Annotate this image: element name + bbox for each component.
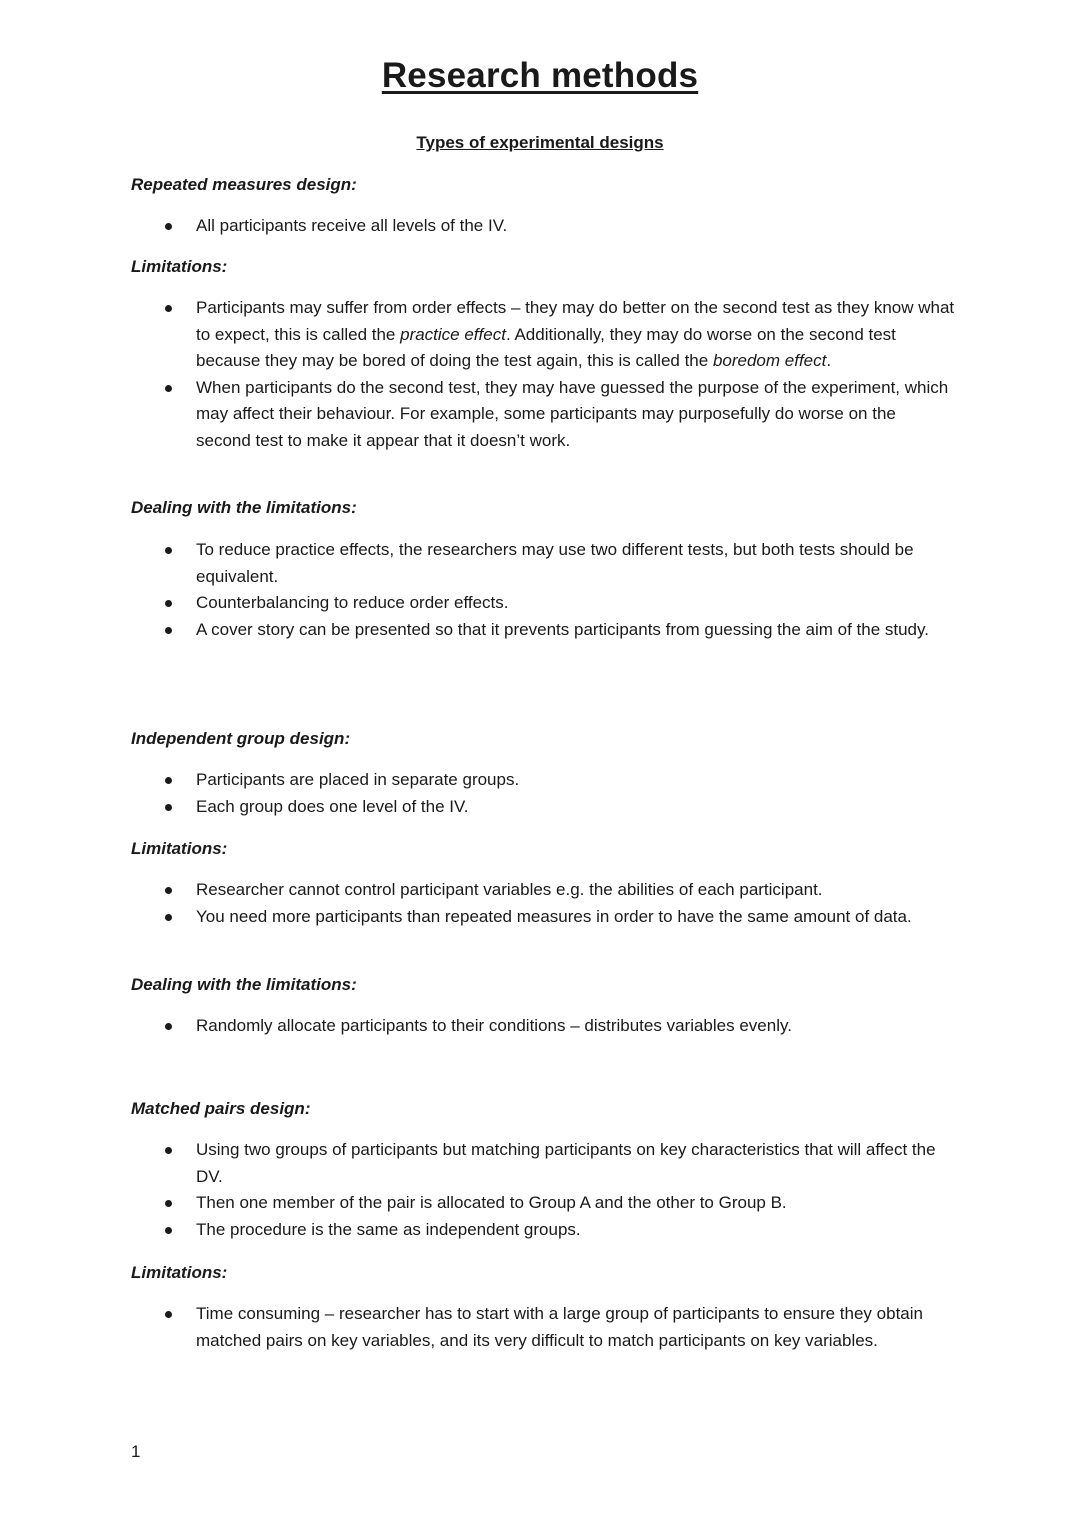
repeated-points-list [0,213,1080,240]
list-item: The procedure is the same as independent groups. [0,1217,1080,1244]
section-heading-repeated: Repeated measures design: [131,175,357,194]
independent-limitations-list [0,877,1080,930]
dealing-heading-repeated: Dealing with the limitations: [131,498,357,517]
list-item: Each group does one level of the IV. [0,794,1080,821]
matched-limitations-list [0,1301,1080,1354]
list-item: Then one member of the pair is allocated to Group A and the other to Group B. [0,1190,1080,1217]
list-item: When participants do the second test, they may have guessed the purpose of the experiment, which may affect their behaviour. For example, some participants may purposefully do worse on the second test to make it appear that it doesn’t work. [0,375,1080,455]
list-item: All participants receive all levels of the IV. [0,213,1080,240]
page-number: 1 [131,1442,141,1461]
list-item: Using two groups of participants but matching participants on key characteristics that will affect the DV. [0,1137,1080,1190]
list-item: Counterbalancing to reduce order effects. [0,590,1080,617]
dealing-heading-independent: Dealing with the limitations: [131,975,357,994]
section-heading-independent: Independent group design: [131,729,351,748]
matched-points-list [0,1137,1080,1243]
independent-points-list [0,767,1080,820]
list-item: To reduce practice effects, the researchers may use two different tests, but both tests should be equivalent. [0,537,1080,590]
limitations-heading-repeated: Limitations: [131,257,228,276]
boredom-effect-term: boredom effect [712,351,827,370]
page-title: Research methods [381,56,699,95]
page-subtitle: Types of experimental designs [416,133,664,152]
section-heading-matched: Matched pairs design: [131,1099,311,1118]
list-item: Time consuming – researcher has to start with a large group of participants to ensure they obtain matched pairs on key variables, and its very difficult to match participants on key variables. [0,1301,1080,1354]
list-item: Participants may suffer from order effects – they may do better on the second test as they know what to expect, this is called the practice effect. Additionally, they may do worse on the second test because they may be bored of doing the test again, this is called the boredom effect. [0,295,1080,375]
list-item: A cover story can be presented so that it prevents participants from guessing the aim of the study. [0,617,1080,644]
practice-effect-term: practice effect [400,324,506,344]
list-item: Researcher cannot control participant variables e.g. the abilities of each participant. [0,877,1080,904]
limitations-heading-matched: Limitations: [131,1263,228,1282]
list-item: Participants are placed in separate groups. [0,767,1080,794]
repeated-dealing-list [0,537,1080,643]
repeated-limitations-list [0,295,1080,454]
limitations-heading-independent: Limitations: [131,839,228,858]
list-item: You need more participants than repeated measures in order to have the same amount of data. [0,904,1080,931]
independent-dealing-list [0,1013,1080,1040]
list-item: Randomly allocate participants to their conditions – distributes variables evenly. [0,1013,1080,1040]
